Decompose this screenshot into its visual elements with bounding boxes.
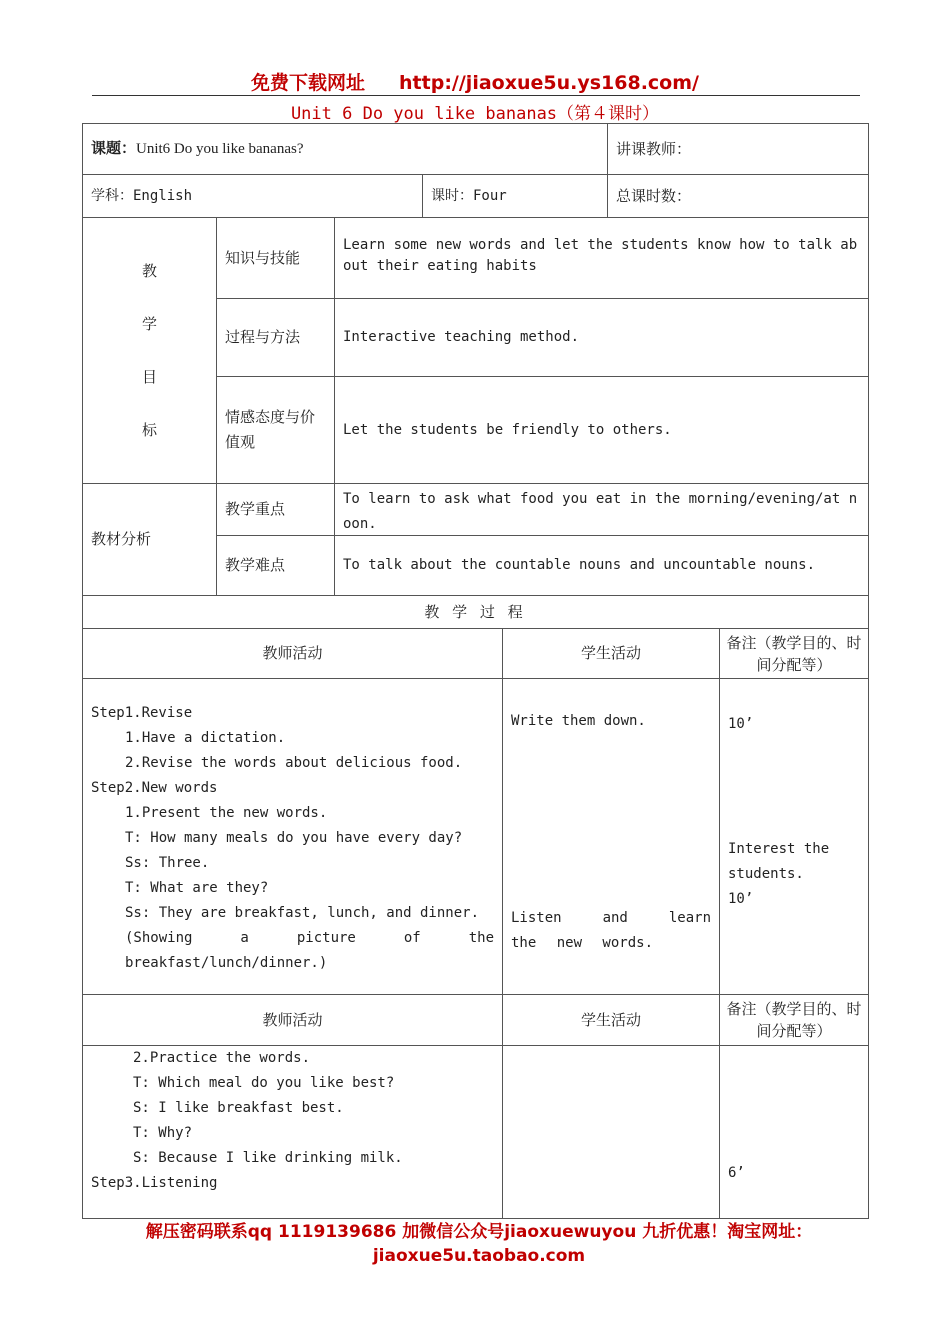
teacher-activity-block-1 bbox=[82, 678, 503, 995]
notes-header-2 bbox=[719, 994, 869, 1046]
topic-value: Unit6 Do you like bananas? bbox=[136, 141, 304, 157]
objectives-char-2: 学 bbox=[141, 314, 157, 333]
process-method-label: 过程与方法 bbox=[225, 328, 301, 346]
note-time-1: 10’ bbox=[728, 716, 754, 732]
process-method-value-cell bbox=[334, 298, 869, 377]
teacher-line: T: Why? bbox=[133, 1125, 193, 1141]
teacher-line: Ss: Three. bbox=[125, 855, 210, 871]
emotion-value: Let the students be friendly to others. bbox=[343, 421, 672, 438]
emotion-label-cell bbox=[216, 376, 335, 484]
teacher-activity-header-text: 教师活动 bbox=[262, 644, 323, 662]
objectives-label-cell bbox=[82, 217, 217, 484]
objectives-char-3: 目 bbox=[141, 367, 157, 386]
period-value: 课时：Four bbox=[431, 187, 507, 204]
teacher-activity-block-2 bbox=[82, 1045, 503, 1219]
teacher-line: 1.Have a dictation. bbox=[125, 730, 286, 746]
teacher-name-cell bbox=[607, 123, 869, 175]
knowledge-value-cell bbox=[334, 217, 869, 299]
topic-label: 课题： bbox=[91, 139, 137, 157]
objectives-char-1: 教 bbox=[141, 261, 157, 280]
period-cell bbox=[422, 174, 608, 218]
download-header bbox=[0, 68, 950, 95]
difficult-point-value: To talk about the countable nouns and uncountable nouns. bbox=[343, 557, 816, 573]
teacher-line: T: How many meals do you have every day? bbox=[125, 830, 463, 846]
key-point-label-cell bbox=[216, 483, 335, 536]
process-heading: 教 学 过 程 bbox=[424, 602, 527, 621]
notes-header bbox=[719, 628, 869, 679]
analysis-label: 教材分析 bbox=[91, 530, 152, 548]
emotion-label: 情感态度与价值观 bbox=[225, 408, 316, 451]
teacher-line: (Showing a picture of the breakfast/lunch/dinner.) bbox=[125, 930, 494, 971]
teacher-line: Ss: They are breakfast, lunch, and dinner. bbox=[125, 905, 480, 921]
difficult-point-label-cell bbox=[216, 535, 335, 596]
lesson-title: Unit 6 Do you like bananas（第４课时） bbox=[290, 104, 660, 124]
student-activity-header-2-text: 学生活动 bbox=[580, 1010, 641, 1029]
teacher-line: S: I like breakfast best. bbox=[133, 1100, 344, 1116]
knowledge-value: Learn some new words and let the students know how to talk about their eating habits bbox=[343, 237, 858, 274]
student-line-listen: Listen and learn the new words. bbox=[511, 910, 711, 951]
knowledge-label-cell bbox=[216, 217, 335, 299]
student-activity-block-2 bbox=[502, 1045, 720, 1219]
notes-block-2 bbox=[719, 1045, 869, 1219]
topic-cell bbox=[82, 123, 608, 175]
total-periods-label: 总课时数： bbox=[616, 186, 692, 205]
process-method-label-cell bbox=[216, 298, 335, 377]
notes-header-text: 备注（教学目的、时间分配等） bbox=[726, 633, 862, 674]
teacher-activity-header-2-text: 教师活动 bbox=[262, 1010, 323, 1029]
key-point-value-cell bbox=[334, 483, 869, 536]
note-interest: Interest the students. bbox=[728, 841, 830, 882]
student-activity-block-1 bbox=[502, 678, 720, 995]
student-line-write: Write them down. bbox=[511, 713, 646, 729]
student-activity-header bbox=[502, 628, 720, 679]
teacher-line: T: What are they? bbox=[125, 880, 269, 896]
teacher-line: S: Because I like drinking milk. bbox=[133, 1150, 403, 1166]
header-divider bbox=[92, 95, 860, 96]
analysis-label-cell bbox=[82, 483, 217, 596]
subject-cell bbox=[82, 174, 423, 218]
process-heading-cell bbox=[82, 595, 869, 629]
teacher-label: 讲课教师： bbox=[616, 139, 692, 158]
notes-header-2-text: 备注（教学目的、时间分配等） bbox=[726, 1000, 862, 1040]
teacher-line: T: Which meal do you like best? bbox=[133, 1075, 395, 1091]
knowledge-label: 知识与技能 bbox=[225, 248, 301, 267]
student-activity-header-text: 学生活动 bbox=[580, 644, 641, 662]
subject-value: 学科：English bbox=[91, 187, 193, 204]
key-point-value: To learn to ask what food you eat in the morning/evening/at noon. bbox=[343, 491, 858, 532]
teacher-line: Step1.Revise bbox=[91, 705, 193, 721]
note-time-2: 10’ bbox=[728, 891, 754, 907]
teacher-line: Step2.New words bbox=[91, 780, 218, 796]
difficult-point-value-cell bbox=[334, 535, 869, 596]
emotion-value-cell bbox=[334, 376, 869, 484]
teacher-activity-header bbox=[82, 628, 503, 679]
teacher-line: Step3.Listening bbox=[91, 1175, 218, 1191]
free-download-label: 免费下载网址 bbox=[251, 72, 366, 94]
teacher-line: 2.Practice the words. bbox=[133, 1050, 311, 1066]
download-url-link[interactable]: http://jiaoxue5u.ys168.com/ bbox=[399, 72, 699, 94]
key-point-label: 教学重点 bbox=[225, 500, 286, 518]
total-periods-cell bbox=[607, 174, 869, 218]
footer-contact: 解压密码联系qq 1119139686 加微信公众号jiaoxuewuyou 九折优惠！淘宝网址：jiaoxue5u.taobao.com bbox=[145, 1222, 813, 1266]
note-time-3: 6’ bbox=[728, 1165, 745, 1181]
teacher-activity-header-2 bbox=[82, 994, 503, 1046]
objectives-char-4: 标 bbox=[141, 420, 157, 439]
student-activity-header-2 bbox=[502, 994, 720, 1046]
notes-block-1 bbox=[719, 678, 869, 995]
process-method-value: Interactive teaching method. bbox=[343, 329, 580, 345]
teacher-line: 2.Revise the words about delicious food. bbox=[125, 755, 463, 771]
teacher-line: 1.Present the new words. bbox=[125, 805, 328, 821]
difficult-point-label: 教学难点 bbox=[225, 556, 286, 574]
